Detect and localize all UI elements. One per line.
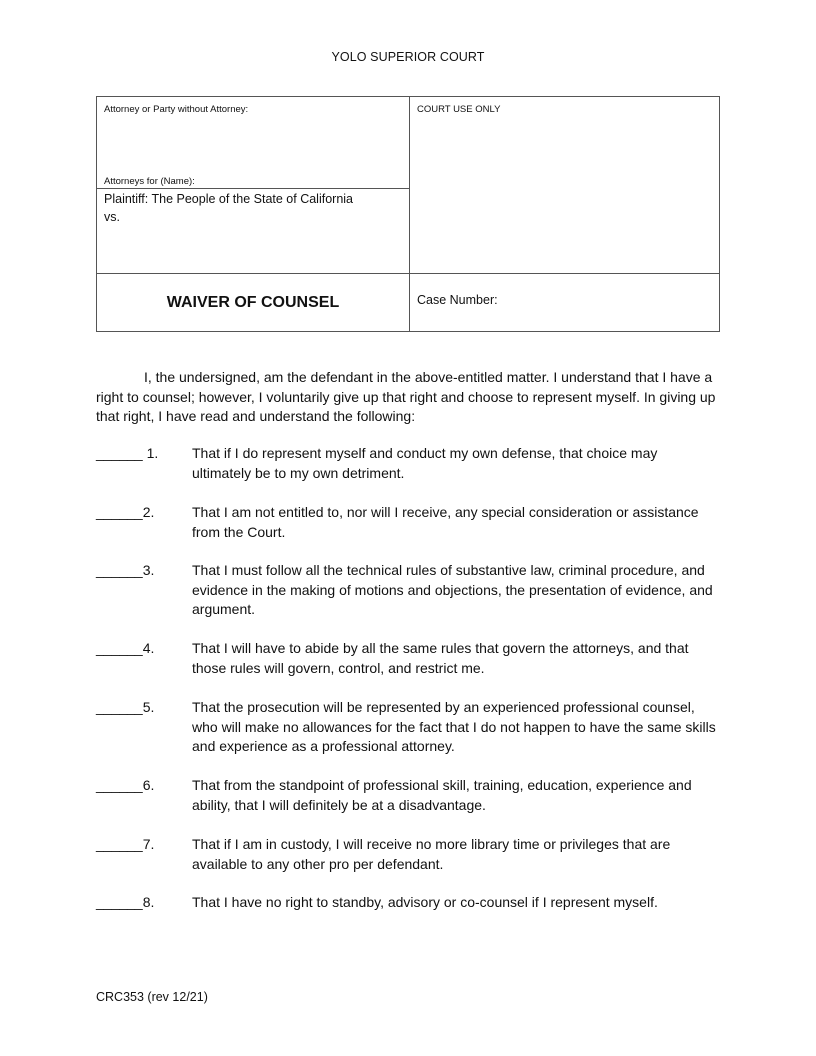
form-code: CRC353 (rev 12/21) [96, 990, 208, 1004]
court-use-only-label: COURT USE ONLY [417, 104, 501, 115]
list-item-4 [96, 639, 720, 678]
initial-blank-3[interactable]: ______3. [96, 562, 155, 578]
caption-divider-vertical [409, 97, 410, 332]
item-text-1: That if I do represent myself and conduct my own defense, that choice may ultimately be to my own detriment. [192, 445, 658, 481]
list-item-8 [96, 893, 720, 913]
list-item-2 [96, 503, 720, 542]
item-text-5: That the prosecution will be represented by an experienced professional counsel, who will make no allowances for the fact that I do not happen to have the same skills and experience as a professional attorney. [192, 699, 716, 754]
list-item-3 [96, 561, 720, 620]
case-number-label: Case Number: [417, 293, 498, 307]
attorneys-for-label: Attorneys for (Name): [104, 176, 195, 187]
initial-blank-1[interactable]: ______ 1. [96, 445, 159, 461]
court-name: YOLO SUPERIOR COURT [331, 50, 485, 64]
item-text-4: That I will have to abide by all the same rules that govern the attorneys, and that those rules will govern, control, and restrict me. [192, 640, 689, 676]
item-text-7: That if I am in custody, I will receive no more library time or privileges that are available to any other pro per defendant. [192, 836, 671, 872]
plaintiff-line: Plaintiff: The People of the State of California [104, 192, 353, 206]
attorney-party-label: Attorney or Party without Attorney: [104, 104, 249, 115]
caption-divider-party [97, 188, 409, 189]
parties-block [104, 190, 353, 226]
initial-blank-8[interactable]: ______8. [96, 894, 155, 910]
list-item-7 [96, 835, 720, 874]
list-item-6 [96, 776, 720, 815]
form-title: WAIVER OF COUNSEL [166, 294, 340, 311]
initial-blank-7[interactable]: ______7. [96, 836, 155, 852]
initial-blank-5[interactable]: ______5. [96, 699, 155, 715]
item-text-8: That I have no right to standby, advisory or co-counsel if I represent myself. [192, 894, 658, 910]
list-item-5 [96, 698, 720, 757]
initial-blank-6[interactable]: ______6. [96, 777, 155, 793]
intro-paragraph: I, the undersigned, am the defendant in the above-entitled matter. I understand that I have a right to counsel; however, I voluntarily give up that right and choose to represent myself. In giving up that right, I have read and understand the following: [96, 369, 716, 424]
caption-box [96, 96, 720, 332]
item-text-3: That I must follow all the technical rules of substantive law, criminal procedure, and evidence in the making of motions and objections, the presentation of evidence, and argument. [192, 562, 713, 617]
item-text-6: That from the standpoint of professional skill, training, education, experience and ability, that I will definitely be at a disadvantage. [192, 777, 692, 813]
list-item-1 [96, 444, 720, 483]
initial-blank-4[interactable]: ______4. [96, 640, 155, 656]
initial-blank-2[interactable]: ______2. [96, 504, 155, 520]
vs-line: vs. [104, 210, 120, 224]
item-text-2: That I am not entitled to, nor will I receive, any special consideration or assistance from the Court. [192, 504, 699, 540]
